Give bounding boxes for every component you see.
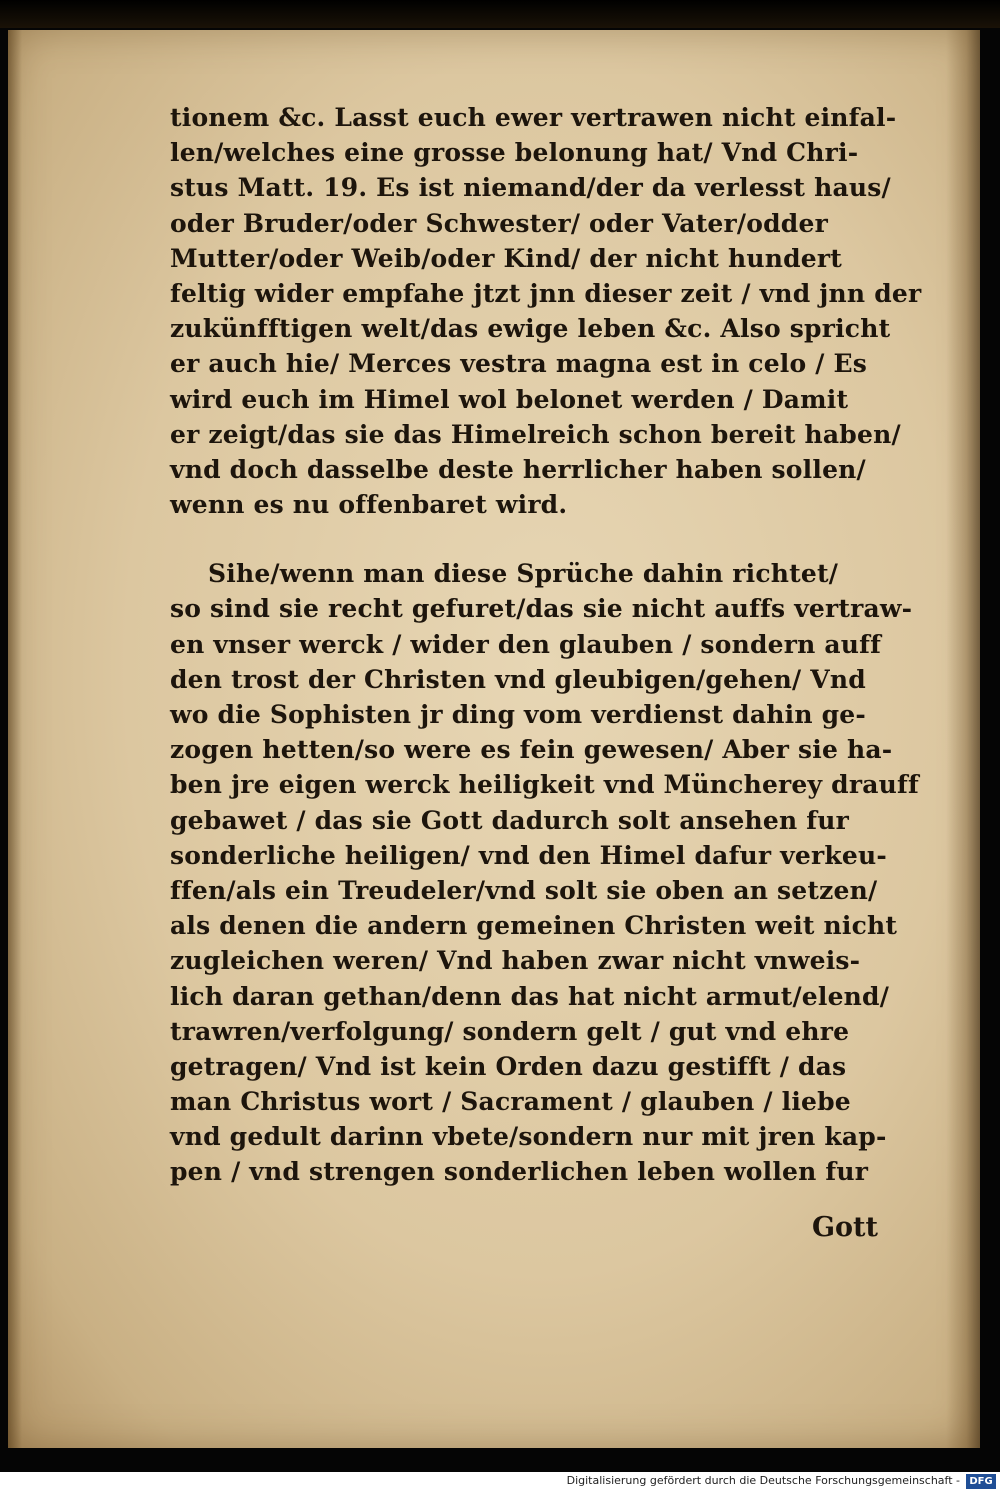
text-line: tionem &c. Lasst euch ewer vertrawen nicht einfal- <box>170 103 897 132</box>
footer-credit: Digitalisierung gefördert durch die Deutsche Forschungsgemeinschaft - <box>566 1474 960 1487</box>
text-line: lich daran gethan/denn das hat nicht armut/elend/ <box>170 981 890 1011</box>
text-line: wo die Sophisten jr ding vom verdienst dahin ge- <box>170 700 866 729</box>
text-line: gebawet / das sie Gott dadurch solt ansehen fur <box>170 805 849 835</box>
text-line: ben jre eigen werck heiligkeit vnd Müncherey drauff <box>170 770 919 800</box>
scan-top-edge <box>0 0 1000 28</box>
text-line: zugleichen weren/ Vnd haben zwar nicht vnweis- <box>170 946 861 976</box>
text-line: oder Bruder/oder Schwester/ oder Vater/odder <box>170 208 828 238</box>
page-text <box>170 100 922 1190</box>
text-line: als denen die andern gemeinen Christen weit nicht <box>170 911 898 941</box>
text-line: Mutter/oder Weib/oder Kind/ der nicht hundert <box>170 243 843 273</box>
text-line: so sind sie recht gefuret/das sie nicht auffs vertraw- <box>170 594 913 624</box>
catchword: Gott <box>811 1212 878 1243</box>
text-line: getragen/ Vnd ist kein Orden dazu gestifft / das <box>170 1051 847 1081</box>
dfg-logo: DFG <box>966 1474 996 1489</box>
text-line: feltig wider empfahe jtzt jnn dieser zeit / vnd jnn der <box>170 278 922 308</box>
text-line: man Christus wort / Sacrament / glauben / liebe <box>170 1087 851 1117</box>
text-line: zogen hetten/so were es fein gewesen/ Aber sie ha- <box>170 735 893 765</box>
text-line: er auch hie/ Merces vestra magna est in celo / Es <box>170 349 868 379</box>
text-line: ffen/als ein Treudeler/vnd solt sie oben an setzen/ <box>170 875 878 905</box>
text-line: wird euch im Himel wol belonet werden / Damit <box>170 384 849 414</box>
text-line: en vnser werck / wider den glauben / sondern auff <box>170 629 882 659</box>
text-line: wenn es nu offenbaret wird. <box>170 490 568 520</box>
text-line: Sihe/wenn man diese Sprüche dahin richtet/ <box>208 559 839 589</box>
text-line: len/welches eine grosse belonung hat/ Vnd Chri- <box>170 138 859 168</box>
text-line: sonderliche heiligen/ vnd den Himel dafur verkeu- <box>170 840 887 870</box>
text-line: vnd doch dasselbe deste herrlicher haben sollen/ <box>170 454 866 484</box>
text-line: pen / vnd strengen sonderlichen leben wollen fur <box>170 1157 869 1187</box>
paragraph-1 <box>170 100 922 522</box>
paragraph-2 <box>170 556 919 1189</box>
footer-bar <box>0 1472 1000 1492</box>
text-line: den trost der Christen vnd gleubigen/gehen/ Vnd <box>170 664 866 694</box>
text-line: zukünfftigen welt/das ewige leben &c. Also spricht <box>170 314 891 344</box>
page-right-shadow <box>946 30 980 1448</box>
text-line: er zeigt/das sie das Himelreich schon bereit haben/ <box>170 419 901 449</box>
text-line: stus Matt. 19. Es ist niemand/der da verlesst haus/ <box>170 173 891 203</box>
text-line: vnd gedult darinn vbete/sondern nur mit jren kap- <box>170 1122 887 1152</box>
page-left-shadow <box>8 30 22 1448</box>
text-line: trawren/verfolgung/ sondern gelt / gut vnd ehre <box>170 1016 850 1046</box>
